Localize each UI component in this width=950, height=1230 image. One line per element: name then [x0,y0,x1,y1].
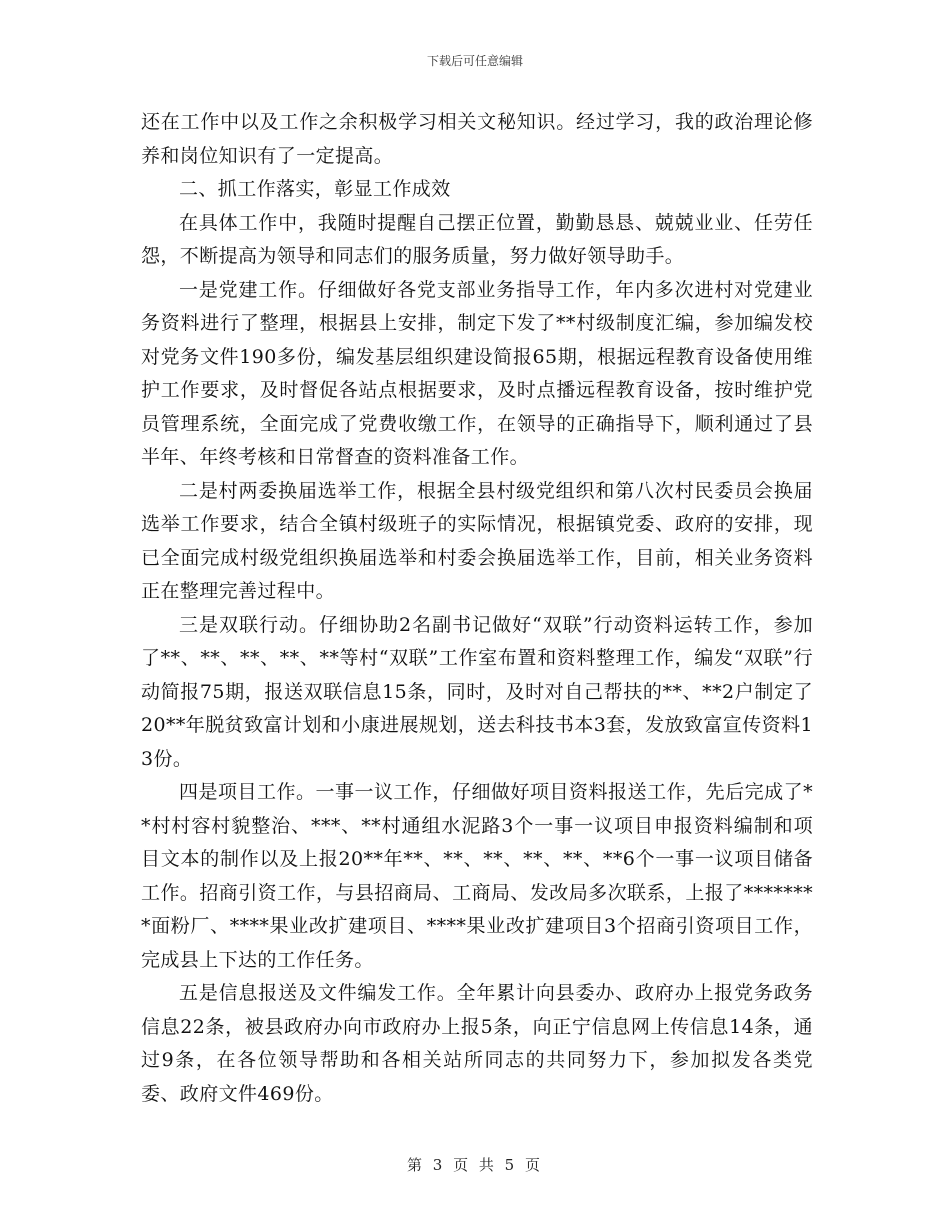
paragraph: 三是双联行动。仔细协助2名副书记做好“双联”行动资料运转工作，参加了**、**、**、**、**等村“双联”工作室布置和资料整理工作，编发“双联”行动简报75期，报送双联信息15条，同时，及时对自己帮扶的**、**2户制定了20**年脱贫致富计划和小康进展规划，送去科技书本3套，发放致富宣传资料13份。 [141,613,813,770]
paragraph: 还在工作中以及工作之余积极学习相关文秘知识。经过学习，我的政治理论修养和岗位知识有了一定提高。 [141,111,813,167]
document-body [141,106,813,1111]
section-heading: 二、抓工作落实，彰显工作成效 [179,178,451,200]
paragraph: 在具体工作中，我随时提醒自己摆正位置，勤勤恳恳、兢兢业业、任劳任怨，不断提高为领导和同志们的服务质量，努力做好领导助手。 [141,211,813,267]
paragraph: 五是信息报送及文件编发工作。全年累计向县委办、政府办上报党务政务信息22条，被县政府办向市政府办上报5条，向正宁信息网上传信息14条，通过9条，在各位领导帮助和各相关站所同志的共同努力下，参加拟发各类党委、政府文件469份。 [141,982,813,1105]
paragraph: 四是项目工作。一事一议工作，仔细做好项目资料报送工作，先后完成了**村村容村貌整治、***、**村通组水泥路3个一事一议项目申报资料编制和项目文本的制作以及上报20**年**、**、**、**、**、**6个一事一议项目储备工作。招商引资工作，与县招商局、工商局、发改局多次联系，上报了********面粉厂、****果业改扩建项目、****果业改扩建项目3个招商引资项目工作，完成县上下达的工作任务。 [141,781,813,971]
paragraph: 二是村两委换届选举工作，根据全县村级党组织和第八次村民委员会换届选举工作要求，结合全镇村级班子的实际情况，根据镇党委、政府的安排，现已全面完成村级党组织换届选举和村委会换届选举工作，目前，相关业务资料正在整理完善过程中。 [141,479,813,602]
page-number-footer: 第 3 页 共 5 页 [407,1156,543,1174]
page-header: 下载后可任意编辑 [426,54,523,68]
paragraph: 一是党建工作。仔细做好各党支部业务指导工作，年内多次进村对党建业务资料进行了整理，根据县上安排，制定下发了**村级制度汇编，参加编发校对党务文件190多份，编发基层组织建设简报65期，根据远程教育设备使用维护工作要求，及时督促各站点根据要求，及时点播远程教育设备，按时维护党员管理系统，全面完成了党费收缴工作，在领导的正确指导下，顺利通过了县半年、年终考核和日常督查的资料准备工作。 [141,278,813,468]
